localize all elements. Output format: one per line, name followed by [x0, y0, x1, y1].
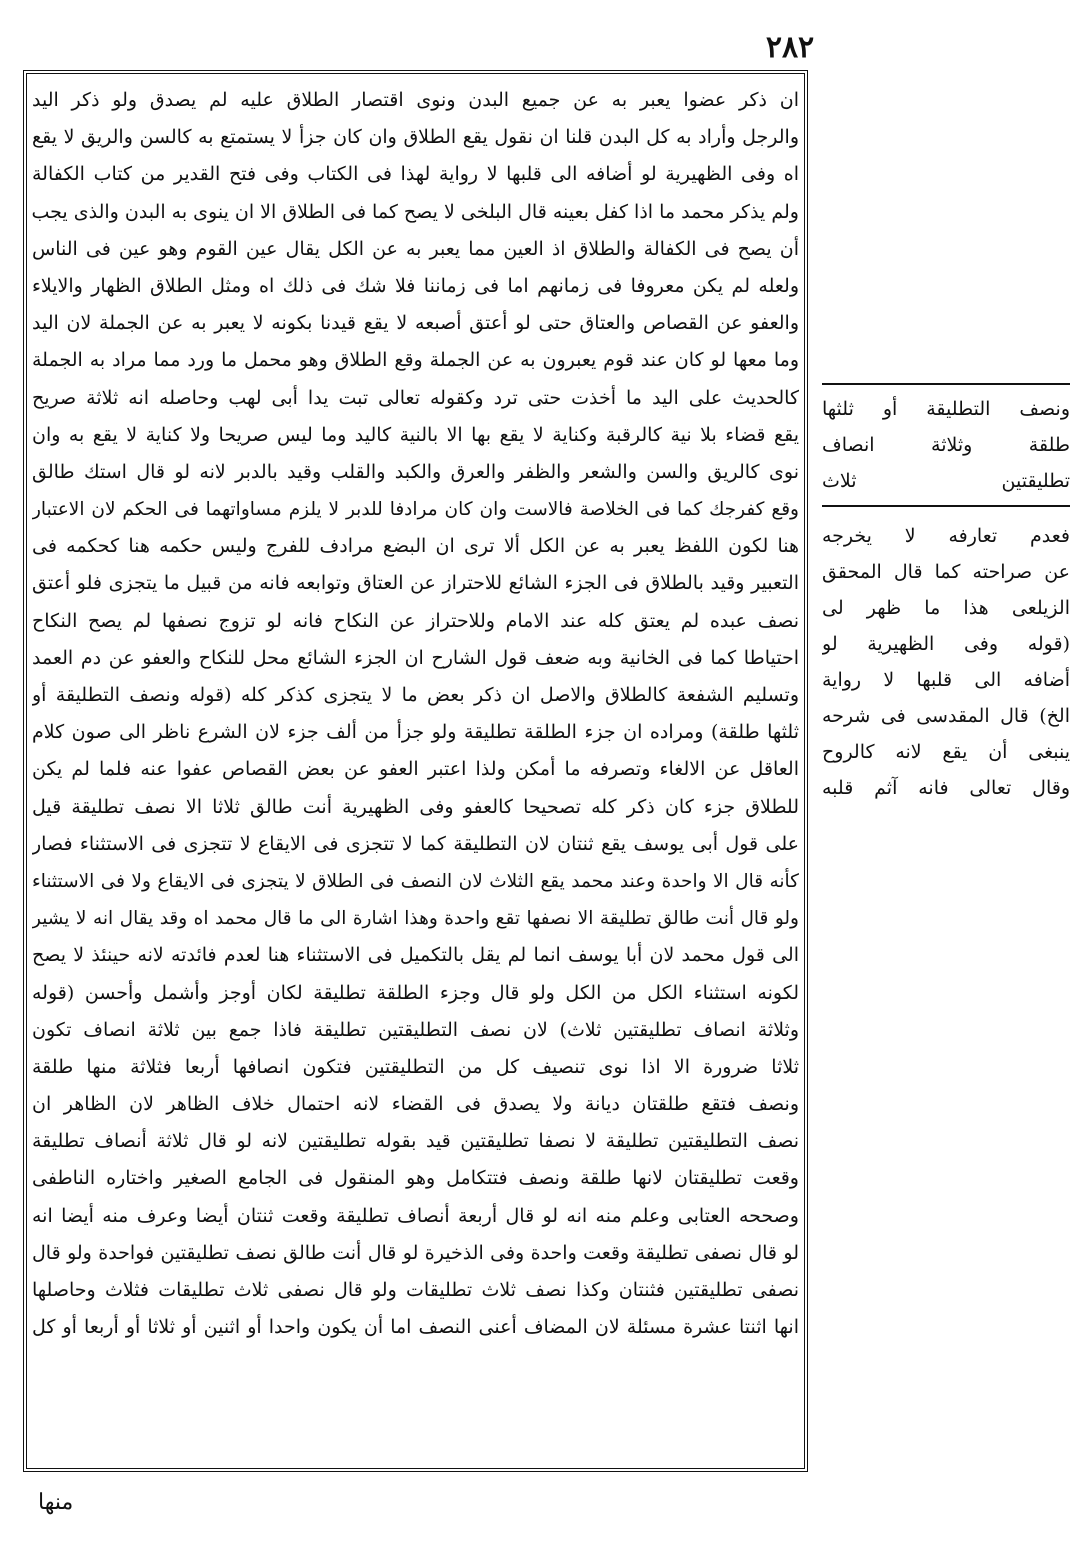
main-text-line: ثلاثا ضرورة الا اذا نوى تنصيف كل من التطليقتين فتكون انصافها أربعا فثلاثة منها طلقة [32, 1055, 799, 1078]
gloss-line: عن صراحته كما قال المحقق [822, 561, 1070, 583]
gloss-line: وقال تعالى فانه آثم قلبه [822, 777, 1070, 799]
gloss-line: الزيلعى هذا ما ظهر لى [822, 597, 1070, 619]
main-text-line: كالحديث على اليد ما أخذت حتى ترد وكقوله تعالى تبت يدا أبى لهب وحاصله انه ثلاثة صريح [32, 386, 799, 409]
main-text-line: كأنه قال الا واحدة وعند محمد يقع الثلاث لان النصف فى الطلاق لا يتجزى فى الايقاع ولا فى الاستثناء [32, 870, 799, 892]
main-text-line: هنا لكون اللفظ يعبر به عن الكل ألا ترى ان البضع مرادف للفرج وليس حكمه هنا كحكمه فى [32, 535, 799, 558]
sidebar-matn-block [822, 383, 1070, 507]
main-text-line: وصححه العتابى وعلم منه انه لو قال أربعة أنصاف تطليقة وقعت ثنتان أيضا وعرف منه أيضا انه [32, 1204, 799, 1227]
matn-line: ونصف التطليقة أو ثلثها [822, 398, 1070, 420]
main-text-line: اه وفى الظهيرية لو أضافه الى قلبها لا رواية لهذا فى الكتاب وفى فتح القدير من كتاب الكفالة [32, 163, 799, 186]
main-text-line: انها اثنتا عشرة مسئلة لان المضاف أعنى النصف اما أن يكون واحدا أو اثنين أو ثلاثا أو أربعا أو كل [32, 1316, 799, 1339]
main-text-line: نصفى تطليقتين فثنتان وكذا نصف ثلاث تطليقات ولو قال نصفى ثلاث تطليقات فثلاث وحاصلها [32, 1279, 799, 1301]
main-text-line: أن يصح فى الكفالة والطلاق اذ العين مما يعبر به عن الكل يقال عين القوم وهو عين فى الناس [32, 237, 799, 260]
main-text-line: التعبير وقيد بالطلاق فى الجزء الشائع للاحتراز عن العتاق وتوابعه فانه من قبيل ما يتجزى فلو أعتق [32, 572, 799, 595]
main-text-line: العاقل عن الالغاء وتصرفه ما أمكن ولذا اعتبر العفو عن بعض القصاص عفوا عنه فلما لم يكن [32, 758, 799, 781]
gloss-line: الخ) قال المقدسى فى شرحه [822, 705, 1070, 727]
main-text-line: ان ذكر عضوا يعبر به عن جميع البدن ونوى اقتصار الطلاق عليه لم يصدق ولو ذكر اليد [32, 89, 799, 111]
main-text-line: وتسليم الشفعة كالطلاق والاصل ان ذكر بعض ما لا يتجزى كذكر كله (قوله ونصف التطليقة أو [32, 684, 799, 706]
main-text-line: للطلاق جزء كان ذكر كله تصحيحا كالعفو وفى الظهيرية أنت طالق ثلاثا الا نصف تطليقة قيل [32, 795, 799, 818]
main-text-line: وقعت تطليقتان لانها طلقة ونصف فتتكامل وهو المنقول فى الجامع الصغير واختاره الناطفى [32, 1167, 799, 1190]
main-text-line: احتياطا كما فى الخانية وبه ضعف قول الشارح ان الجزء الشائع محل للنكاح والعفو عن دم العمد [32, 646, 799, 669]
matn-line: تطليقتين ثلاث [822, 470, 1070, 492]
main-text-line: والرجل وأراد به كل البدن قلنا ان نقول يقع الطلاق وان كان جزأ لا يستمتع به كالسن والريق لا يقع [32, 126, 799, 149]
gloss-line: (قوله وفى الظهيرية لو [822, 633, 1070, 655]
gloss-line: أضافه الى قلبها لا رواية [822, 669, 1070, 691]
sidebar-gloss-block [822, 518, 1070, 806]
main-text-line: الى قول محمد لان أبا يوسف انما لم يقل بالتكميل فى الاستثناء هنا لعدم فائدته لانه حينئذ لا يصح [32, 944, 799, 967]
main-text-line: ولعله لم يكن معروفا فى زمانهم اما فى زماننا فلا شك فى ذلك اه ومثل الطلاق الظهار والايلاء [32, 274, 799, 297]
matn-line: طلقة وثلاثة انصاف [822, 434, 1070, 456]
catchword: منها [38, 1490, 74, 1515]
main-text-line: والعفو عن القصاص والعتاق حتى لو أعتق أصبعه لا يقع قيدنا بكونه لا يعبر به عن الجملة لان اليد [32, 312, 799, 335]
gloss-line: فعدم تعارفه لا يخرجه [822, 525, 1070, 547]
main-text-line: نصف التطليقتين تطليقة لا نصفا تطليقتين قيد بقوله تطليقتين لانه لو قال ثلاثة أنصاف تطليقة [32, 1130, 799, 1153]
main-text-line: ولو قال أنت طالق تطليقة الا نصفها تقع واحدة وهذا اشارة الى ما قال محمد اه وقد يقال انه لا يشير [32, 908, 799, 930]
main-text-line: ونصف فتقع طلقتان ديانة ولا يصدق فى القضاء لانه احتمال خلاف الظاهر لان الظاهر ان [32, 1093, 799, 1116]
main-text-line: وما معها لو كان عند قوم يعبرون به عن الجملة وقع الطلاق وهو محمل ما ورد مما مراد به الجملة [32, 349, 799, 372]
main-text-line: يقع قضاء بلا نية كالرقبة وكناية لا يقع بها الا بالنية كاليد وما ليس صريحا ولا كناية لا يقع به وان [32, 423, 799, 446]
page-number: ٢٨٢ [765, 30, 815, 65]
main-text-line: وثلاثة انصاف تطليقتين ثلاث) لان نصف التطليقتين تطليقة فاذا جمع بين ثلاثة انصاف تكون [32, 1018, 799, 1041]
gloss-line: ينبغى أن يقع لانه كالروح [822, 741, 1070, 763]
main-text-line: على قول أبى يوسف يقع ثنتان لان التطليقة كما لا تتجزى فى الايقاع لا تتجزى فى الاستثناء فصار [32, 832, 799, 855]
main-text-line: لكونه استثناء الكل من الكل ولو قال وجزء الطلقة تطليقة لكان أوجز وأشمل وأحسن (قوله [32, 981, 799, 1004]
main-text-line: وقع كفرجك كما فى الخلاصة فالاست وان كان مرادفا للدبر لا يلزم مساواتهما فى الحكم لان الاعتبار [32, 499, 799, 521]
main-text-line: نصف عبده لم يعتق كله عند الامام وللاحتراز عن النكاح فانه لو تزوج نصفها لم يصح النكاح [32, 609, 799, 632]
main-commentary-text [32, 82, 799, 1462]
main-text-line: ثلثها طلقة) ومراده ان جزء الطلقة تطليقة ولو جزأ من ألف جزء لان الشرع ناظر الى صون كلام [32, 721, 799, 744]
main-text-line: ولم يذكر محمد ما اذا كفل بعينه قال البلخى لا يصح كما فى الطلاق الا ان ينوى به البدن والذى يجب [32, 200, 799, 223]
main-text-line: نوى كالريق والسن والشعر والظفر والعرق والكبد والقلب وقيد بالدبر لانه لو قال استك طالق [32, 460, 799, 483]
main-text-line: لو قال نصفى تطليقة وقعت واحدة وفى الذخيرة لو قال أنت طالق نصف تطليقتين فواحدة ولو قال [32, 1241, 799, 1264]
